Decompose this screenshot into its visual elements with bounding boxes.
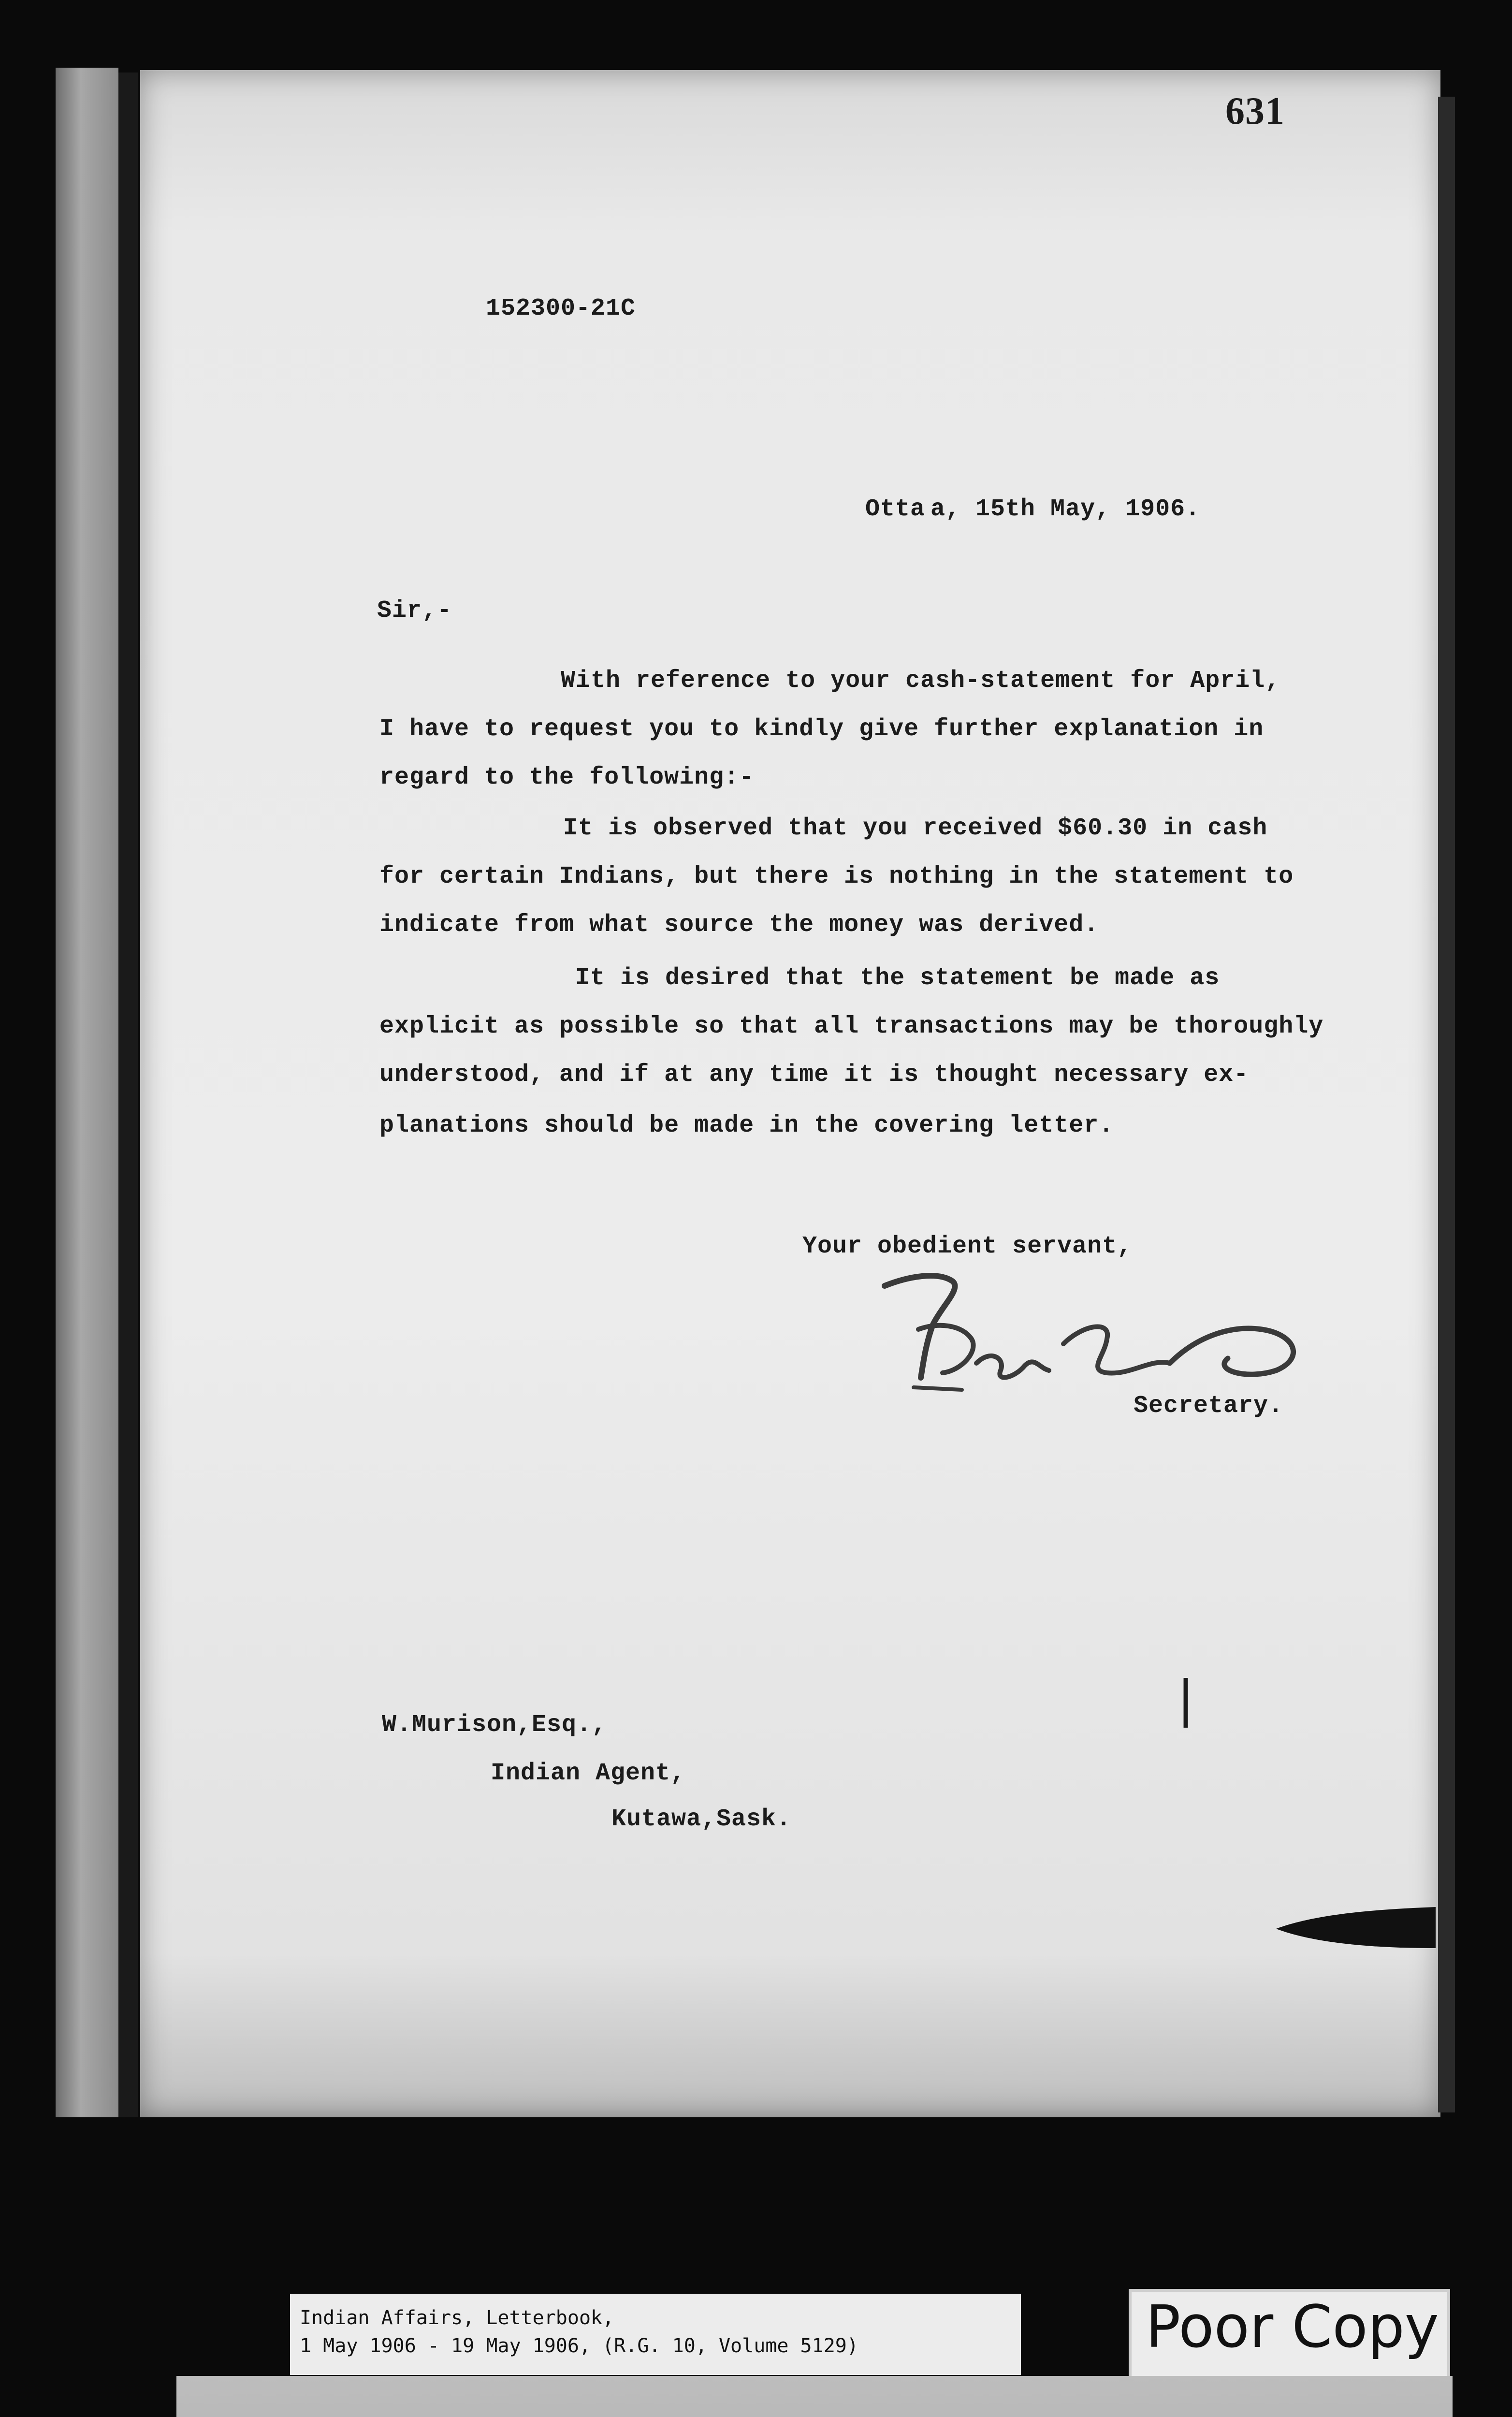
file-number: 152300-21C: [486, 295, 636, 322]
archives-plaque: [176, 2376, 1453, 2417]
salutation: Sir,-: [377, 597, 452, 625]
page-marker-tab: [1276, 1902, 1469, 1951]
archive-reference-label: [290, 2294, 1021, 2375]
body-line: explicit as possible so that all transactions may be thoroughly: [379, 1013, 1324, 1040]
page-edge-shadow: [1438, 97, 1455, 2112]
closing: Your obedient servant,: [802, 1233, 1133, 1260]
label-line-1: Indian Affairs, Letterbook,: [300, 2307, 614, 2329]
body-line: indicate from what source the money was derived.: [379, 911, 1099, 939]
body-line: for certain Indians, but there is nothing in the statement to: [379, 863, 1294, 890]
page-number: 631: [1225, 90, 1285, 132]
addressee-name: W.Murison,Esq.,: [382, 1711, 607, 1739]
body-line: I have to request you to kindly give further explanation in: [379, 715, 1264, 743]
body-line: It is desired that the statement be made as: [575, 964, 1220, 992]
signature-title: Secretary.: [1134, 1392, 1284, 1420]
body-line: With reference to your cash-statement for April,: [561, 667, 1280, 695]
body-line: It is observed that you received $60.30 in cash: [563, 815, 1268, 842]
binding-gutter: [118, 73, 138, 2117]
poor-copy-text: Poor Copy: [1146, 2294, 1439, 2361]
body-line: planations should be made in the covering letter.: [379, 1112, 1114, 1139]
label-line-2: 1 May 1906 - 19 May 1906, (R.G. 10, Volume 5129): [300, 2335, 858, 2357]
body-line: understood, and if at any time it is thought necessary ex-: [379, 1061, 1249, 1089]
place-date: Otta a, 15th May, 1906.: [865, 495, 1201, 523]
addressee-location: Kutawa,Sask.: [611, 1805, 792, 1833]
binding-strip: [56, 68, 118, 2117]
body-line: regard to the following:-: [379, 764, 755, 791]
addressee-title: Indian Agent,: [491, 1760, 686, 1787]
handwritten-signature: [880, 1267, 1324, 1412]
margin-mark: |: [1170, 1673, 1203, 1733]
